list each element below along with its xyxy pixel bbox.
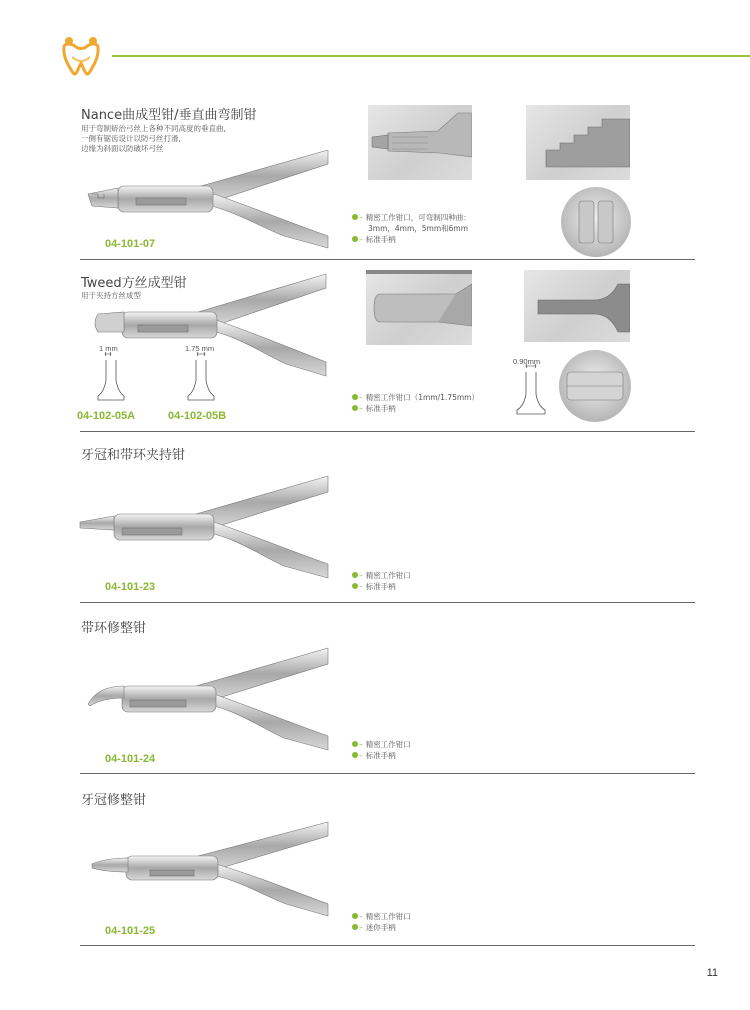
product-2-tip-photo — [366, 270, 472, 345]
product-2-title: Tweed方丝成型钳 — [81, 276, 187, 291]
product-3-title: 牙冠和带环夹持钳 — [81, 448, 186, 463]
product-3-features — [352, 570, 411, 592]
feature-item: – 精密工作钳口 — [352, 911, 411, 922]
bullet-dot-icon — [352, 394, 358, 400]
product-5-plier-image — [86, 820, 330, 918]
product-2-code-b: 04-102-05B — [168, 410, 227, 422]
feature-item: – 标准手柄 — [352, 403, 479, 414]
product-1-jaw-closeup — [561, 187, 631, 257]
bullet-dot-icon — [352, 913, 358, 919]
product-1-code: 04-101-07 — [105, 238, 156, 250]
header-rule — [112, 55, 750, 57]
product-3-plier-image — [78, 474, 330, 580]
feature-text: 标准手柄 — [365, 404, 396, 413]
section-divider — [80, 431, 695, 432]
product-1-plier-image — [84, 150, 334, 250]
bullet-dot-icon — [352, 572, 358, 578]
feature-item: – 标准手柄 — [352, 581, 411, 592]
product-1-features — [352, 212, 471, 245]
product-5-features — [352, 911, 411, 933]
product-2-jaw-closeup — [559, 350, 631, 422]
product-1-desc-line: 用于弯制矫治弓丝上各种不同高度的垂直曲, — [81, 124, 226, 133]
bullet-dot-icon — [352, 405, 358, 411]
dim-label-175mm: 1.75 mm — [185, 344, 215, 353]
bullet-dot-icon — [352, 236, 358, 242]
bullet-dot-icon — [352, 752, 358, 758]
product-4-features — [352, 739, 411, 761]
bullet-dot-icon — [352, 924, 358, 930]
feature-text: 精密工作钳口（1mm/1.75mm） — [365, 393, 479, 402]
feature-item: – 精密工作钳口（1mm/1.75mm） — [352, 392, 479, 403]
feature-text: 迷你手柄 — [365, 923, 396, 932]
product-1-step-photo — [526, 105, 630, 180]
section-divider — [80, 945, 695, 946]
jaw-profile-c-diagram — [515, 364, 547, 416]
product-1-desc-line: 边缘为斜面以防破坏弓丝 — [81, 144, 164, 153]
bullet-dot-icon — [352, 214, 358, 220]
feature-text: 标准手柄 — [365, 751, 396, 760]
tooth-logo-icon — [58, 33, 104, 79]
feature-item: – 精密工作钳口 — [352, 570, 411, 581]
jaw-profile-a-diagram — [96, 352, 126, 402]
feature-text: 精密工作钳口 — [365, 571, 411, 580]
product-5-code: 04-101-25 — [105, 925, 156, 937]
product-5-title: 牙冠修整钳 — [81, 793, 147, 808]
feature-text: 精密工作钳口，可弯制四种曲： — [365, 213, 471, 222]
product-4-code: 04-101-24 — [105, 753, 156, 765]
product-1-title: Nance曲成型钳/垂直曲弯制钳 — [81, 108, 257, 123]
product-4-title: 带环修整钳 — [81, 621, 147, 636]
dim-label-090mm: 0.90mm — [513, 357, 541, 366]
feature-item: – 精密工作钳口 — [352, 739, 411, 750]
feature-text: 标准手柄 — [365, 582, 396, 591]
feature-text: 精密工作钳口 — [365, 912, 411, 921]
section-divider — [80, 773, 695, 774]
feature-item: – 标准手柄 — [352, 234, 471, 245]
bullet-dot-icon — [352, 741, 358, 747]
jaw-profile-b-diagram — [186, 352, 216, 402]
feature-text: 标准手柄 — [365, 235, 396, 244]
section-divider — [80, 602, 695, 603]
product-2-profile-photo — [524, 270, 630, 342]
product-4-plier-image — [84, 646, 330, 752]
product-3-code: 04-101-23 — [105, 581, 156, 593]
product-1-tip-photo — [368, 105, 472, 180]
feature-text: 精密工作钳口 — [365, 740, 411, 749]
product-1-desc-line: 一侧有锯齿设计以防弓丝打滑, — [81, 134, 181, 143]
page-number: 11 — [706, 967, 718, 979]
feature-item: – 迷你手柄 — [352, 922, 411, 933]
feature-text: 3mm，4mm，5mm和6mm — [368, 224, 469, 233]
feature-item: – 标准手柄 — [352, 750, 411, 761]
feature-item: – 精密工作钳口，可弯制四种曲： — [352, 212, 471, 223]
section-divider — [80, 259, 695, 260]
product-2-code-a: 04-102-05A — [77, 410, 136, 422]
product-2-features — [352, 392, 479, 414]
feature-item — [352, 223, 471, 234]
bullet-dot-icon — [352, 583, 358, 589]
product-2-description: 用于夹持方丝成型 — [81, 291, 141, 300]
dim-label-1mm: 1 mm — [99, 344, 118, 353]
